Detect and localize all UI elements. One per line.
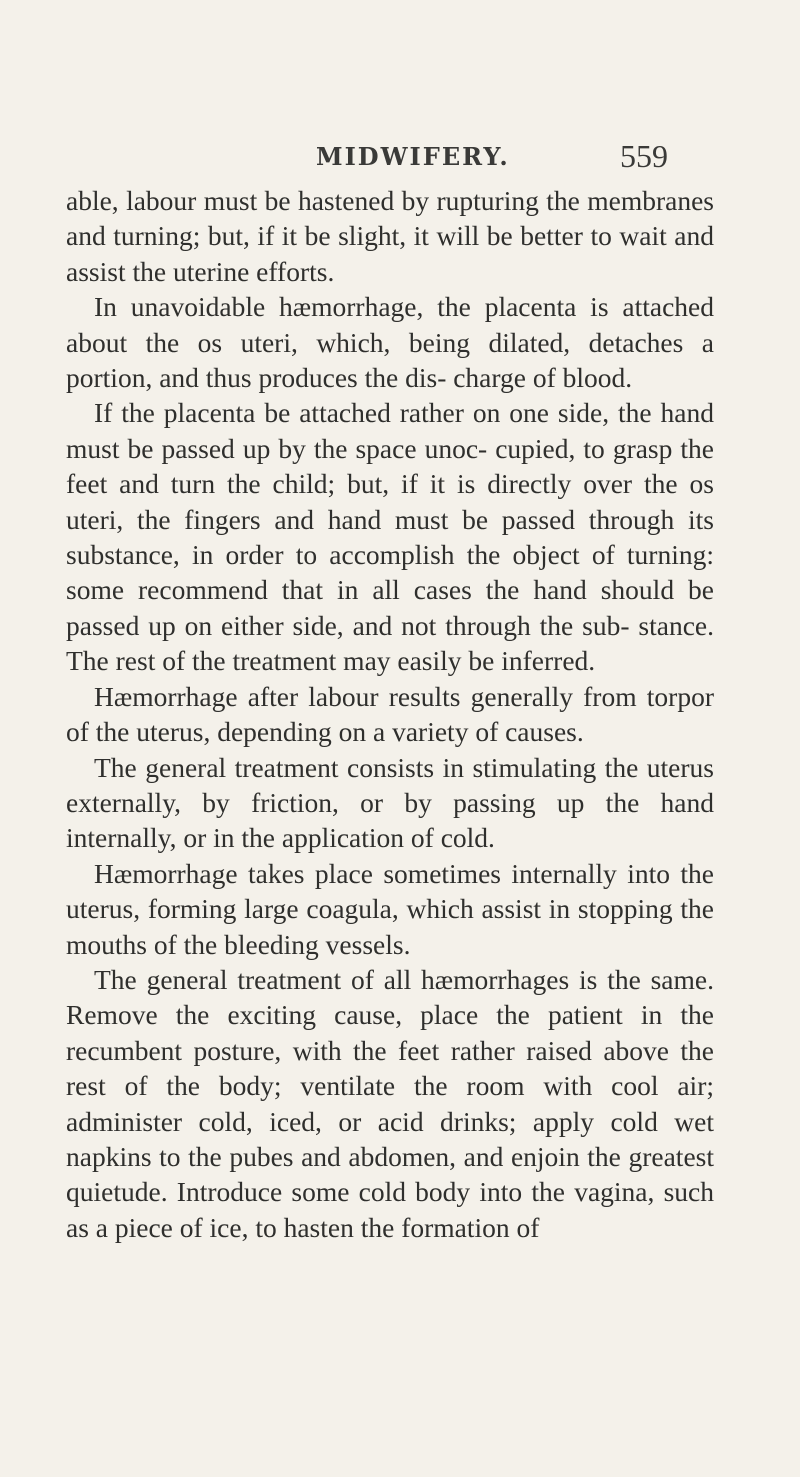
body-text — [66, 183, 714, 1245]
paragraph-haemorrhage-after-labour: Hæmorrhage after labour results generally from torpor of the uterus, depending on a variety of causes. — [66, 680, 714, 748]
running-head: MIDWIFERY. — [316, 142, 510, 171]
paragraph-treatment-all-haemorrhages: The general treatment of all hæmorrhages is the same. Remove the exciting cause, place the patient in the recumbent posture, with the feet rather raised above the rest of the body; ventilate the room with cool air; administer cold, iced, or acid drinks; apply cold wet napkins to the pubes and abdomen, and enjoin the greatest quietude. Introduce some cold body into the vagina, such as a piece of ice, to hasten the formation of — [66, 963, 714, 1243]
paragraph-placenta-side: If the placenta be attached rather on one side, the hand must be passed up by the space unoc- cupied, to grasp the feet and turn the child; but, if it is directly over the os uteri, the fingers and hand must be passed through its substance, in order to accomplish the object of turning: some recommend that in all cases the hand should be passed up on either side, and not through the sub- stance. The rest of the treatment may easily be inferred. — [66, 397, 714, 677]
paragraph-general-treatment: The general treatment consists in stimulating the uterus externally, by friction, or by passing up the hand internally, or in the application of cold. — [66, 751, 714, 854]
paragraph-continuation: able, labour must be hastened by rupturing the membranes and turning; but, if it be slight, it will be better to wait and assist the uterine efforts. — [66, 185, 714, 287]
page-number: 559 — [620, 138, 668, 174]
page-header — [0, 138, 800, 178]
paragraph-unavoidable-haemorrhage: In unavoidable hæmorrhage, the placenta is attached about the os uteri, which, being dilated, detaches a portion, and thus produces the dis- charge of blood. — [66, 291, 714, 394]
paragraph-internal-haemorrhage: Hæmorrhage takes place sometimes internally into the uterus, forming large coagula, which assist in stopping the mouths of the bleeding vessels. — [66, 857, 714, 960]
